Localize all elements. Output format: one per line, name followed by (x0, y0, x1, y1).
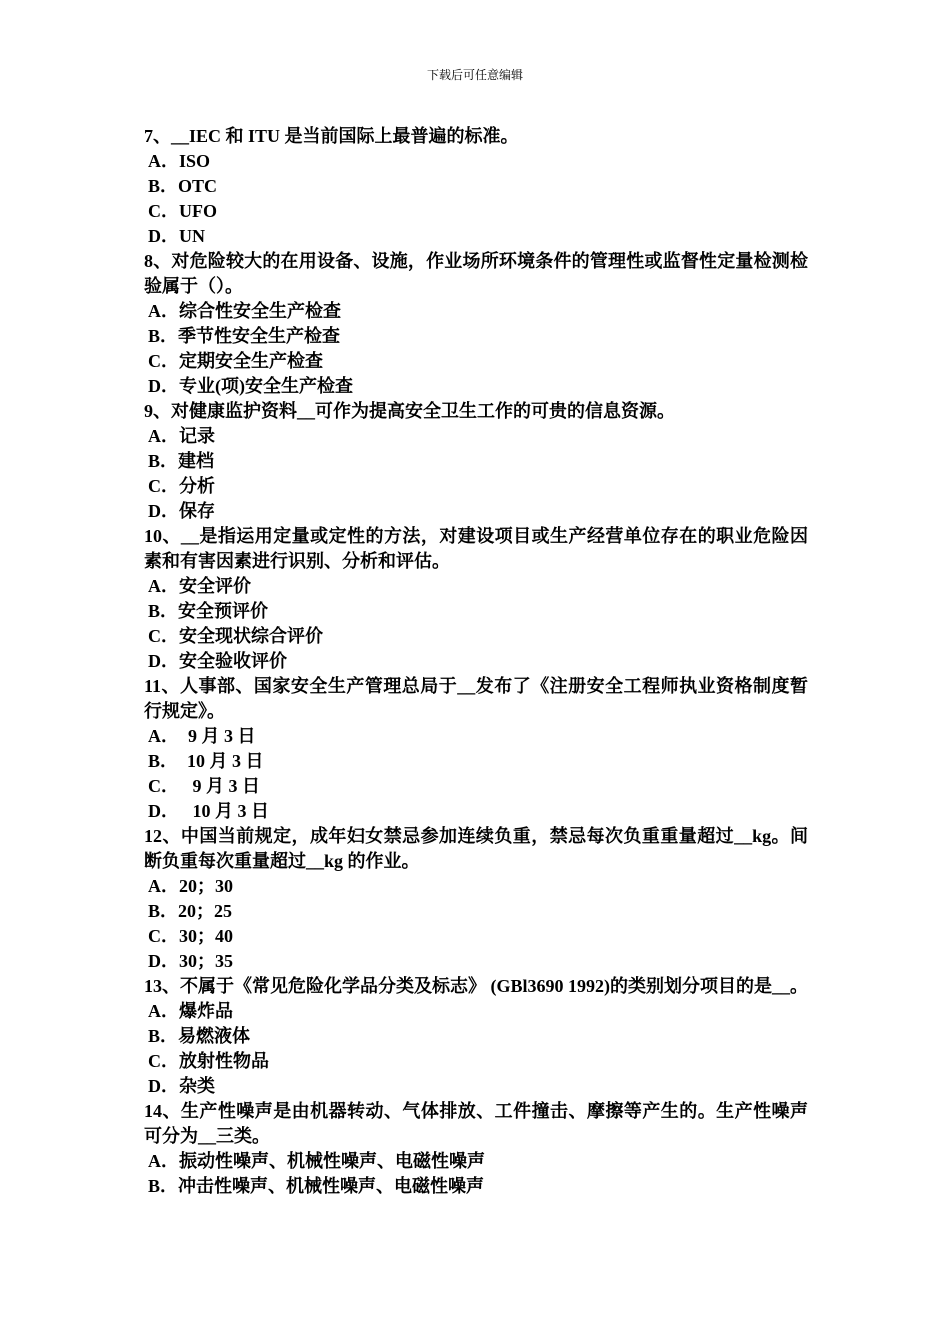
option-b: B．建档 (148, 451, 215, 471)
option-c: C．安全现状综合评价 (148, 626, 323, 646)
option-c: C． 9 月 3 日 (148, 776, 260, 796)
question-text: 8、对危险较大的在用设备、设施，作业场所环境条件的管理性或监督性定量检测检验属于（）。 (144, 251, 808, 296)
option-b: B．季节性安全生产检查 (148, 326, 341, 346)
option-c: C．分析 (148, 476, 215, 496)
option-b: B．冲击性噪声、机械性噪声、电磁性噪声 (148, 1176, 485, 1196)
question-item (144, 399, 808, 524)
question-text: 7、__IEC 和 ITU 是当前国际上最普遍的标准。 (144, 126, 519, 146)
option-c: C．30；40 (148, 926, 233, 946)
question-item (144, 524, 808, 674)
question-text: 12、中国当前规定，成年妇女禁忌参加连续负重，禁忌每次负重重量超过__kg。间断负重每次重量超过__kg 的作业。 (144, 826, 808, 871)
option-c: C．放射性物品 (148, 1051, 269, 1071)
option-a: A．安全评价 (148, 576, 251, 596)
question-item (144, 249, 808, 399)
option-d: D．杂类 (148, 1076, 215, 1096)
option-a: A．20；30 (148, 876, 233, 896)
page-header: 下载后可任意编辑 (426, 68, 523, 82)
option-c: C．UFO (148, 201, 217, 221)
question-text: 13、不属于《常见危险化学品分类及标志》 (GBl3690 1992)的类别划分项目的是__。 (144, 976, 808, 996)
option-a: A．ISO (148, 151, 211, 171)
question-item (144, 674, 808, 824)
option-d: D．UN (148, 226, 205, 246)
question-text: 14、生产性噪声是由机器转动、气体排放、工件撞击、摩擦等产生的。生产性噪声可分为__三类。 (144, 1101, 808, 1146)
option-b: B． 10 月 3 日 (148, 751, 264, 771)
option-b: B．OTC (148, 176, 218, 196)
option-b: B．易燃液体 (148, 1026, 251, 1046)
option-a: A．综合性安全生产检查 (148, 301, 341, 321)
option-b: B．20；25 (148, 901, 233, 921)
question-text: 11、人事部、国家安全生产管理总局于__发布了《注册安全工程师执业资格制度暂行规定》。 (144, 676, 808, 721)
question-text: 10、__是指运用定量或定性的方法，对建设项目或生产经营单位存在的职业危险因素和有害因素进行识别、分析和评估。 (144, 526, 808, 571)
option-d: D．30；35 (148, 951, 233, 971)
option-d: D． 10 月 3 日 (148, 801, 269, 821)
option-a: A．振动性噪声、机械性噪声、电磁性噪声 (148, 1151, 485, 1171)
option-d: D．专业(项)安全生产检查 (148, 376, 353, 396)
question-item (144, 1099, 808, 1199)
option-c: C．定期安全生产检查 (148, 351, 323, 371)
question-list (144, 124, 808, 1199)
question-text: 9、对健康监护资料__可作为提高安全卫生工作的可贵的信息资源。 (144, 401, 675, 421)
option-a: A．爆炸品 (148, 1001, 233, 1021)
question-item (144, 824, 808, 974)
option-a: A． 9 月 3 日 (148, 726, 256, 746)
option-d: D．安全验收评价 (148, 651, 287, 671)
question-item (144, 124, 808, 249)
option-a: A．记录 (148, 426, 215, 446)
question-item (144, 974, 808, 1099)
option-b: B．安全预评价 (148, 601, 269, 621)
option-d: D．保存 (148, 501, 215, 521)
